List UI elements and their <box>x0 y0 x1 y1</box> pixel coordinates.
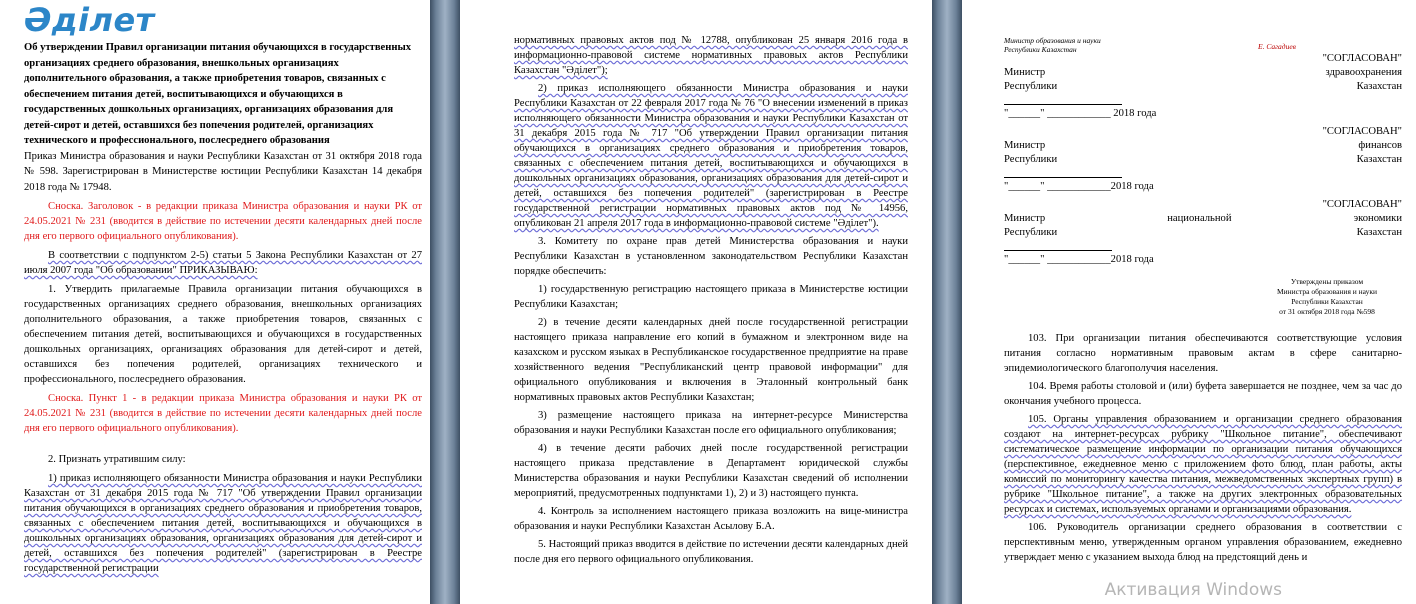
signature-line-2 <box>1004 167 1122 178</box>
item-4: 4. Контроль за исполнением настоящего приказа возложить на вице-министра образования и науки Республики Казахстан Асылову Б.А. <box>514 506 908 532</box>
item-5: 5. Настоящий приказ вводится в действие по истечении десяти календарных дней после дня его первого официального опубликования. <box>514 539 908 565</box>
agreement-1-right: здравоохранения <box>1325 67 1402 78</box>
minister-signature: Е. Сагадиев <box>1258 42 1296 51</box>
agreement-3-right2: Казахстан <box>1356 227 1402 238</box>
item-2-2: 2) приказ исполняющего обязанности Министра образования и науки Республики Казахстан от 22 февраля 2017 года № 76 "О внесении изменений в приказ исполняющего обязанности Министра образования и науки Республики Казахстан от 31 декабря 2015 года № 717 "Об утверждении Правил организации питания обучающихся в организациях среднего образования и приобретения товаров, связанных с обеспечением питания детей, воспитывающихся и обучающихся в дошкольных организациях образования, организациях образования для детей-сирот и детей, оставшихся без попечения родителей" (зарегистрирован в Реестре государственной регистрации нормативных правовых актов под № 14956, опубликован 21 апреля 2017 года в информационно-правовой системе "Әділет"). <box>514 83 908 229</box>
page-gap-left <box>430 0 460 604</box>
item-1: 1. Утвердить прилагаемые Правила организации питания обучающихся в государственных организациях среднего образования, внешкольных организациях дополнительного образования, а также приобретения товаров, связанных с обеспечением питания детей, воспитывающихся и обучающихся в государственных дошкольных организациях, организациях образования для детей-сирот и детей, оставшихся без попечения родителей, организациях технического и профессионального, послесреднего образования. <box>24 284 422 385</box>
agreement-2-left: Министр <box>1004 140 1046 151</box>
item-3-2: 2) в течение десяти календарных дней после государственной регистрации настоящего приказа направление его копий в бумажном и электронном виде на казахском и русском языках в Республиканское государственное предприятие на праве хозяйственного ведения "Республиканский центр правовой информации" для официального опубликования и включения в Эталонный контрольный банк нормативных правовых актов Республики Казахстан; <box>514 317 908 403</box>
item-3-3: 3) размещение настоящего приказа на интернет-ресурсе Министерства образования и науки Республики Казахстан после его официального опубликования; <box>514 410 908 436</box>
order-paragraph: В соответствии с подпунктом 2-5) статьи 5 Закона Республики Казахстан от 27 июля 2007 года "Об образовании" ПРИКАЗЫВАЮ: <box>24 250 422 276</box>
document-page-1 <box>0 0 430 604</box>
item-3-4: 4) в течение десяти рабочих дней после государственной регистрации настоящего приказа представление в Департамент юридической службы Министерства образования и науки Республики Казахстан сведений об исполнении мероприятий, предусмотренных подпунктами 1), 2) и 3) настоящего пункта. <box>514 443 908 499</box>
rule-104: 104. Время работы столовой и (или) буфета завершается не позднее, чем за час до окончания учебного процесса. <box>1004 381 1402 407</box>
intro-paragraph: Приказ Министра образования и науки Республики Казахстан от 31 октября 2018 года № 598. Зарегистрирован в Министерстве юстиции Республики Казахстан 14 декабря 2018 года № 17948. <box>24 150 422 193</box>
minister-signature-label: Министр образования и науки Республики Казахстан <box>1004 36 1101 54</box>
page-gap-right <box>932 0 962 604</box>
agreement-row-2b <box>1004 153 1402 167</box>
agreement-row-1 <box>1004 66 1402 80</box>
approval-line-2: Министра образования и науки <box>1276 287 1378 296</box>
agreement-row-2 <box>1004 139 1402 153</box>
signature-line-1 <box>1004 94 1122 105</box>
item-3: 3. Комитету по охране прав детей Министерства образования и науки Республики Казахстан в установленном законодательством Республики Казахстан порядке обеспечить: <box>514 236 908 277</box>
agreement-2-left2: Республики <box>1004 154 1058 165</box>
approval-line-1: Утверждены приказом <box>1290 277 1364 286</box>
agreed-label-1: "СОГЛАСОВАН" <box>1322 53 1402 64</box>
agreement-date-3: "______" ____________2018 года <box>1004 254 1154 265</box>
agreement-1-right2: Казахстан <box>1356 81 1402 92</box>
rule-103: 103. При организации питания обеспечиваются соответствующие условия питания согласно нормативным правовым актам в сфере санитарно-эпидемиологического благополучия населения. <box>1004 333 1402 374</box>
approval-line-4: от 31 октября 2018 года №598 <box>1279 307 1375 316</box>
agreement-2-right: финансов <box>1358 140 1402 151</box>
approval-line-3: Республики Казахстан <box>1291 297 1363 306</box>
item-2-1-continued: нормативных правовых актов под № 12788, опубликован 25 января 2016 года в информационно-правовой системе нормативных правовых актов Республики Казахстан "Әділет"); <box>514 35 908 76</box>
agreement-date-3-row <box>1004 253 1402 267</box>
agreement-row-3 <box>1004 212 1402 226</box>
document-page-3 <box>962 0 1416 604</box>
agreement-date-1: "______" ____________ 2018 года <box>1004 108 1157 119</box>
agreement-3-left: Министр <box>1004 213 1046 224</box>
item-2-1: 1) приказ исполняющего обязанности Министра образования и науки Республики Казахстан от 31 декабря 2015 года № 717 "Об утверждении Правил организации питания обучающихся в организациях среднего образования и приобретения товаров, связанных с обеспечением питания детей, воспитывающихся и обучающихся в дошкольных организациях образования, организациях образования для детей-сирот и детей, оставшихся без попечения родителей" (зарегистрирован в Реестре государственной регистрации <box>24 473 422 574</box>
document-page-2 <box>460 0 932 604</box>
signature-line-3 <box>1004 240 1112 251</box>
adilet-logo: Әділет <box>24 1 155 39</box>
agreement-1-left: Министр <box>1004 67 1046 78</box>
item-2: 2. Признать утратившим силу: <box>48 454 186 465</box>
footnote-item-1: Сноска. Пункт 1 - в редакции приказа Министра образования и науки РК от 24.05.2021 № 231 (вводится в действие по истечении десяти календарных дней после дня его первого официального опубликования). <box>24 393 422 434</box>
document-title: Об утверждении Правил организации питания обучающихся в государственных организациях среднего образования, внешкольных организациях дополнительного образования, а также приобретения товаров, связанных с обеспечением питания детей, воспитывающихся и обучающихся в государственных дошкольных организациях, организациях образования для детей-сирот и детей, оставшихся без попечения родителей, организациях технического и профессионального, послесреднего образования <box>24 42 412 146</box>
agreement-3-right: экономики <box>1353 213 1402 224</box>
approval-stamp <box>1254 277 1400 317</box>
agreement-2-right2: Казахстан <box>1356 154 1402 165</box>
rule-105: 105. Органы управления образованием и организации среднего образования создают на интернет-ресурсах рубрику "Школьное питание", обеспечивают систематическое размещение информации по организации питания обучающихся (перспективное, ежедневное меню с приложением фото блюд, план работы, акты комиссий по мониторингу качества питания, межведомственных экспертных групп) в рубрике "Школьное питание", а также на других электронных образовательных ресурсах и системах, используемых органами и организациями образования. <box>1004 414 1402 515</box>
rule-106: 106. Руководитель организации среднего образования в соответствии с перспективным меню, утвержденным органом управления образованием, ежедневно утверждает меню с указанием выхода блюд на предстоящий день и <box>1004 522 1402 563</box>
agreed-label-2: "СОГЛАСОВАН" <box>1322 126 1402 137</box>
agreement-row-1b <box>1004 80 1402 94</box>
agreement-date-2: "______" ____________2018 года <box>1004 181 1154 192</box>
agreement-row-3b <box>1004 226 1402 240</box>
footnote-title: Сноска. Заголовок - в редакции приказа Министра образования и науки РК от 24.05.2021 № 231 (вводится в действие по истечении десяти календарных дней после дня его первого официального опубликования). <box>24 201 422 242</box>
agreed-label-3: "СОГЛАСОВАН" <box>1322 199 1402 210</box>
agreement-date-2-row <box>1004 180 1402 194</box>
agreement-3-left2: Республики <box>1004 227 1058 238</box>
agreement-3-mid: национальной <box>1167 213 1232 224</box>
agreement-date-1-row <box>1004 107 1402 121</box>
agreement-1-left2: Республики <box>1004 81 1058 92</box>
windows-activation-watermark: Активация Windows <box>1104 580 1282 600</box>
item-3-1: 1) государственную регистрацию настоящего приказа в Министерстве юстиции Республики Казахстан; <box>514 284 908 310</box>
